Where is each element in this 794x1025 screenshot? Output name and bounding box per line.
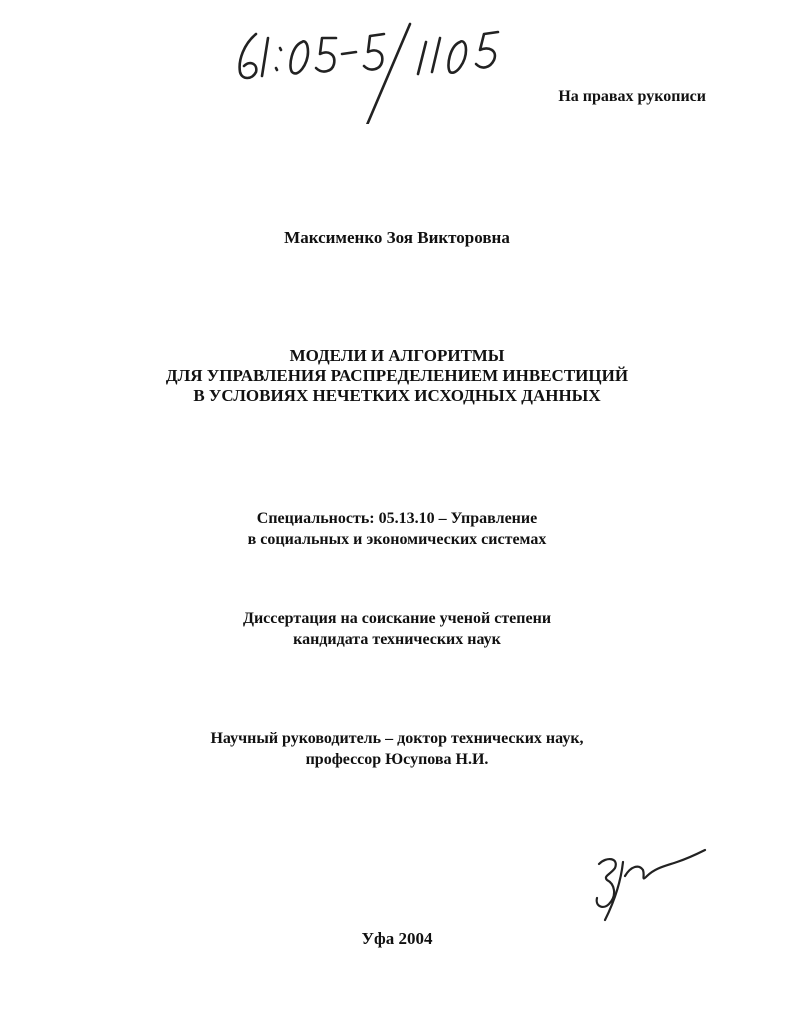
- advisor-line: Научный руководитель – доктор технических наук,: [210, 730, 584, 747]
- dissertation-title: [0, 346, 794, 406]
- degree-line: Диссертация на соискание ученой степени: [242, 610, 552, 627]
- handwritten-archive-code: [228, 14, 518, 124]
- author-name: Максименко Зоя Викторовна: [284, 228, 510, 247]
- specialty-line: в социальных и экономических системах: [247, 531, 547, 548]
- handwritten-archive-code-drawing: [228, 14, 518, 124]
- advisor-line: профессор Юсупова Н.И.: [305, 751, 489, 768]
- specialty-line: Специальность: 05.13.10 – Управление: [256, 510, 538, 527]
- handwritten-signature: [585, 840, 715, 930]
- city-year: Уфа 2004: [361, 929, 433, 948]
- scientific-advisor: [0, 728, 794, 770]
- title-line: МОДЕЛИ И АЛГОРИТМЫ: [289, 346, 505, 365]
- signature-drawing: [585, 840, 715, 930]
- manuscript-rights-note: На правах рукописи: [558, 88, 706, 105]
- title-line: ДЛЯ УПРАВЛЕНИЯ РАСПРЕДЕЛЕНИЕМ ИНВЕСТИЦИЙ: [165, 366, 629, 385]
- degree-statement: [0, 608, 794, 650]
- degree-line: кандидата технических наук: [293, 631, 501, 648]
- title-line: В УСЛОВИЯХ НЕЧЕТКИХ ИСХОДНЫХ ДАННЫХ: [193, 386, 601, 405]
- specialty: [0, 508, 794, 550]
